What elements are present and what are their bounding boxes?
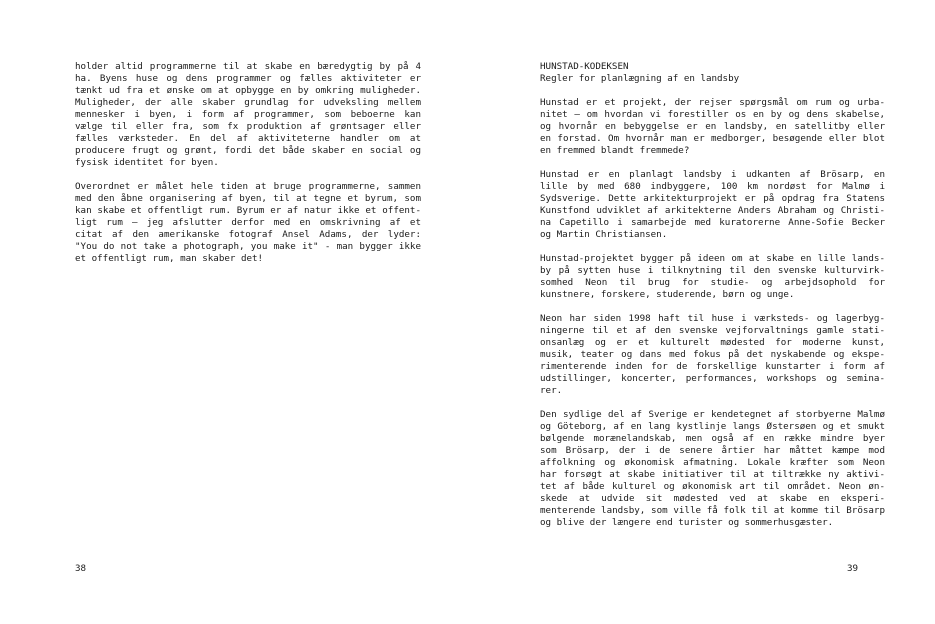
text-line: lille by med 680 indbyggere, 100 km nordøst for Malmø i xyxy=(540,181,885,192)
text-line: Neon har siden 1998 haft til huse i værksteds- og lagerbyg- xyxy=(540,313,885,324)
page-number-right: 39 xyxy=(847,563,859,574)
text-line: by på sytten huse i tilknytning til den svenske kulturvirk- xyxy=(540,265,885,276)
text-line: ningerne til et af den svenske vejforvaltnings gamle stati- xyxy=(540,325,885,336)
paragraph xyxy=(540,253,885,301)
text-line: vælge til eller fra, som fx produktion af grøntsager eller xyxy=(75,121,421,132)
text-line: Den sydlige del af Sverige er kendetegnet af storbyerne Malmø xyxy=(540,409,885,420)
text-line: Muligheder, der alle skaber grundlag for udveksling mellem xyxy=(75,97,421,108)
page-number-left: 38 xyxy=(75,563,87,574)
text-line: citat af den amerikanske fotograf Ansel Adams, der lyder: xyxy=(75,229,421,240)
text-line: og hvornår en bebyggelse er en landsby, en satellitby eller xyxy=(540,121,885,132)
text-column-right xyxy=(540,61,885,529)
paragraph xyxy=(540,313,885,397)
text-line: Overordnet er målet hele tiden at bruge programmerne, sammen xyxy=(75,181,421,192)
text-column-left xyxy=(75,61,421,265)
text-line: en fremmed blandt fremmede? xyxy=(540,145,690,156)
paragraph xyxy=(540,97,885,157)
text-line: Hunstad er et projekt, der rejser spørgsmål om rum og urba- xyxy=(540,97,885,108)
paragraph xyxy=(75,181,421,265)
text-line: producere frugt og grønt, fordi det både skaber en social og xyxy=(75,145,421,156)
text-line: "You do not take a photograph, you make it" - man bygger ikke xyxy=(75,241,421,252)
text-line: tet af både kulturel og økonomisk art til området. Neon øn- xyxy=(540,481,885,492)
text-line: holder altid programmerne til at skabe en bæredygtig by på 4 xyxy=(75,61,421,72)
text-line: rer. xyxy=(540,385,563,396)
text-line: menterende landsby, som ville få folk til at komme til Brösarp xyxy=(540,505,885,516)
text-line: skede at udvide sit mødested ved at skabe en eksperi- xyxy=(540,493,885,504)
text-line: tænkt ud fra et ønske om at opbygge en by omkring muligheder. xyxy=(75,85,421,96)
text-line: na Capetillo i samarbejde med kuratorerne Anne-Sofie Becker xyxy=(540,217,885,228)
text-line: kunstnere, forskere, studerende, børn og unge. xyxy=(540,289,795,300)
text-line: musik, teater og dans med fokus på det nyskabende og ekspe- xyxy=(540,349,885,360)
text-line: rimenterende inden for de forskellige kunstarter i form af xyxy=(540,361,885,372)
text-line: udstillinger, koncerter, performances, workshops og semina- xyxy=(540,373,885,384)
text-line: og Martin Christiansen. xyxy=(540,229,668,240)
text-line: en forstad. Om hvornår man er medborger, besøgende eller blot xyxy=(540,133,885,144)
text-line: et offentligt rum, man skaber det! xyxy=(75,253,264,264)
text-line: som Brösarp, der i de senere årtier har måttet kæmpe mod xyxy=(540,445,885,456)
page-right xyxy=(468,0,935,624)
text-line: mennesker i byen, i form af programmer, som beboerne kan xyxy=(75,109,421,120)
text-line: og blive der længere end turister og sommerhusgæster. xyxy=(540,517,834,528)
text-line: affolkning og økonomisk afmatning. Lokale kræfter som Neon xyxy=(540,457,885,468)
text-line: ha. Byens huse og dens programmer og fælles aktiviteter er xyxy=(75,73,421,84)
text-line: onsanlæg og er et kulturelt mødested for moderne kunst, xyxy=(540,337,885,348)
text-line: Kunstfond udviklet af arkitekterne Anders Abraham og Christi- xyxy=(540,205,885,216)
text-line: Hunstad-projektet bygger på ideen om at skabe en lille lands- xyxy=(540,253,885,264)
text-line: og Göteborg, af en lang kystlinje langs Østersøen og et smukt xyxy=(540,421,885,432)
heading-line: HUNSTAD-KODEKSEN xyxy=(540,61,629,72)
text-line: somhed Neon til brug for studie- og arbejdsophold for xyxy=(540,277,885,288)
text-line: med den åbne organisering af byen, til at tegne et byrum, som xyxy=(75,193,421,204)
text-line: kan skabe et offentligt rum. Byrum er af natur ikke et offent- xyxy=(75,205,421,216)
paragraph xyxy=(75,61,421,169)
paragraph xyxy=(540,169,885,241)
text-line: nitet — om hvordan vi forestiller os en by og dens skabelse, xyxy=(540,109,885,120)
paragraph xyxy=(540,409,885,529)
text-line: fysisk identitet for byen. xyxy=(75,157,219,168)
text-line: Hunstad er en planlagt landsby i udkanten af Brösarp, en xyxy=(540,169,885,180)
section-heading xyxy=(540,61,885,85)
text-line: ligt rum — jeg afslutter derfor med en omskrivning af et xyxy=(75,217,421,228)
text-line: fælles værksteder. En del af aktiviteterne handler om at xyxy=(75,133,421,144)
text-line: har forsøgt at skabe initiativer til at tiltrække ny aktivi- xyxy=(540,469,885,480)
text-line: Sydsverige. Dette arkitekturprojekt er på opdrag fra Statens xyxy=(540,193,885,204)
heading-line: Regler for planlægning af en landsby xyxy=(540,73,740,84)
text-line: bølgende morænelandskab, men også af en række mindre byer xyxy=(540,433,885,444)
page-left xyxy=(0,0,467,624)
